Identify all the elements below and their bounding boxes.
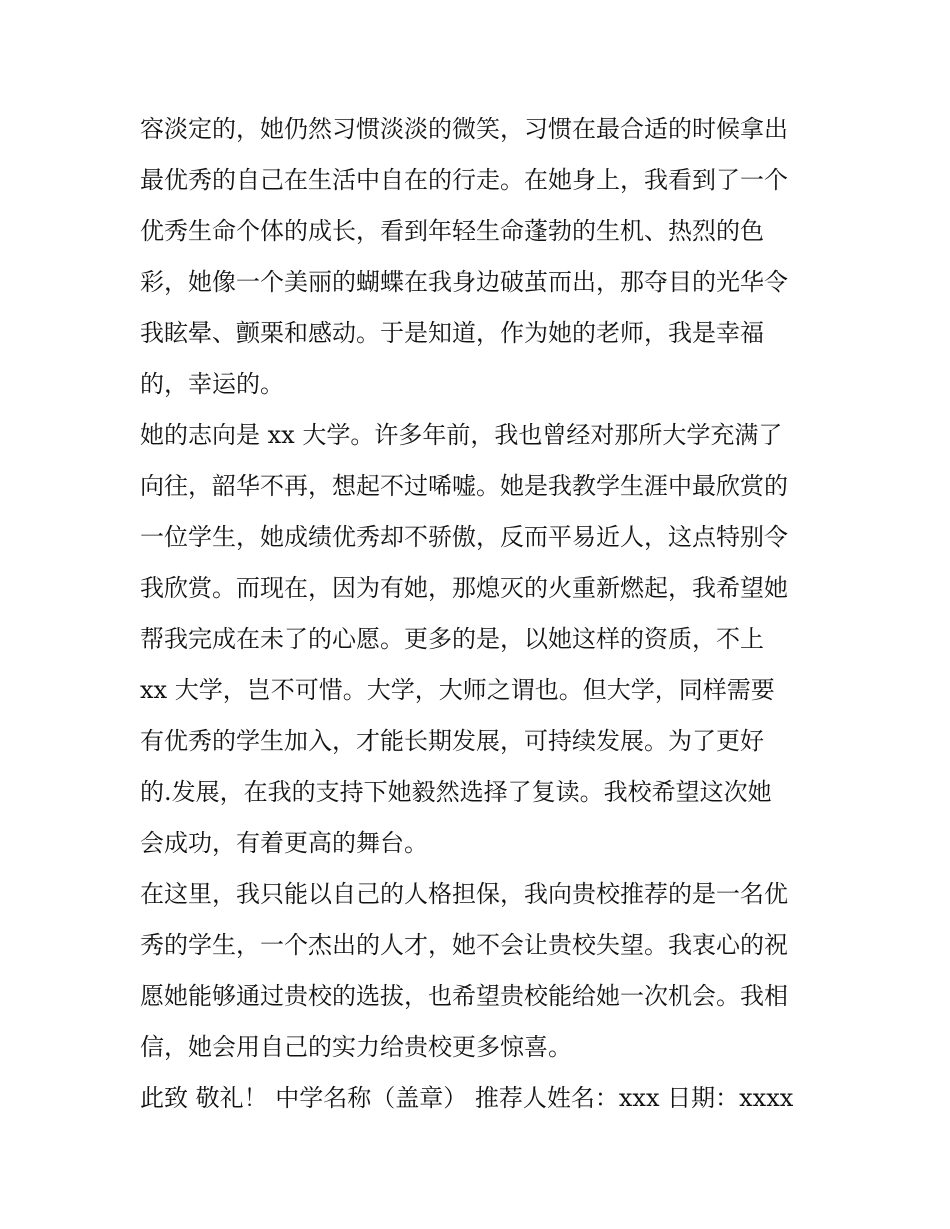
text-line: 她的志向是 xx 大学。许多年前，我也曾经对那所大学充满了 bbox=[140, 421, 783, 449]
text-line: xx 大学，岂不可惜。大学，大师之谓也。但大学，同样需要 bbox=[140, 676, 775, 704]
text-line: 愿她能够通过贵校的选拔，也希望贵校能给她一次机会。我相 bbox=[140, 982, 788, 1010]
text-line: 容淡定的，她仍然习惯淡淡的微笑，习惯在最合适的时候拿出 bbox=[140, 115, 788, 143]
text-line: 的，幸运的。 bbox=[140, 370, 284, 398]
text-line: 向往，韶华不再，想起不过唏嘘。她是我教学生涯中最欣赏的 bbox=[140, 472, 788, 500]
text-line: 秀的学生，一个杰出的人才，她不会让贵校失望。我衷心的祝 bbox=[140, 931, 788, 959]
text-line: 有优秀的学生加入，才能长期发展，可持续发展。为了更好 bbox=[140, 727, 764, 755]
signature-line: 此致 敬礼！ 中学名称（盖章） 推荐人姓名：xxx 日期：xxxx bbox=[140, 1084, 794, 1112]
text-line: 的.发展，在我的支持下她毅然选择了复读。我校希望这次她 bbox=[140, 778, 772, 806]
text-line: 信，她会用自己的实力给贵校更多惊喜。 bbox=[140, 1033, 572, 1061]
text-line: 优秀生命个体的成长，看到年轻生命蓬勃的生机、热烈的色 bbox=[140, 217, 764, 245]
text-line: 在这里，我只能以自己的人格担保，我向贵校推荐的是一名优 bbox=[140, 880, 788, 908]
letter-body bbox=[140, 104, 830, 1124]
text-line: 我欣赏。而现在，因为有她，那熄灭的火重新燃起，我希望她 bbox=[140, 574, 788, 602]
text-line: 彩，她像一个美丽的蝴蝶在我身边破茧而出，那夺目的光华令 bbox=[140, 268, 788, 296]
text-line: 一位学生，她成绩优秀却不骄傲，反而平易近人，这点特别令 bbox=[140, 523, 788, 551]
text-line: 会成功，有着更高的舞台。 bbox=[140, 829, 428, 857]
text-line: 我眩晕、颤栗和感动。于是知道，作为她的老师，我是幸福 bbox=[140, 319, 764, 347]
text-line: 最优秀的自己在生活中自在的行走。在她身上，我看到了一个 bbox=[140, 166, 788, 194]
text-line: 帮我完成在未了的心愿。更多的是，以她这样的资质，不上 bbox=[140, 625, 764, 653]
